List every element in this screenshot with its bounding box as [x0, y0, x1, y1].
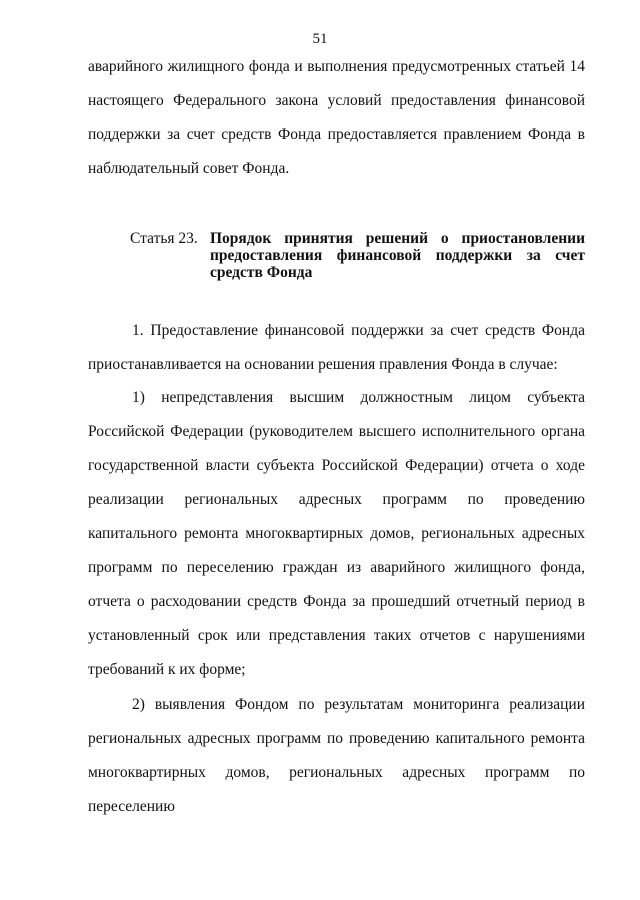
subparagraph-2: 2) выявления Фондом по результатам мониторинга реализации региональных адресных программ по проведению капитального ремонта многоквартирных домов, региональных адресных программ по переселению	[88, 696, 585, 815]
intro-paragraph: аварийного жилищного фонда и выполнения предусмотренных статьей 14 настоящего Федерального закона условий предоставления финансовой поддержки за счет средств Фонда предоставляется правлением Фонда в наблюдательный совет Фонда.	[88, 58, 585, 177]
paragraph-1: 1. Предоставление финансовой поддержки за счет средств Фонда приостанавливается на основании решения правления Фонда в случае:	[88, 322, 585, 373]
page-number: 51	[312, 31, 328, 47]
subparagraph-1: 1) непредставления высшим должностным лицом субъекта Российской Федерации (руководителем высшего исполнительного органа государственной власти субъекта Российской Федерации) отчета о ходе реализации региональных адресных программ по проведению капитального ремонта многоквартирных домов, региональных адресных программ по переселению граждан из аварийного жилищного фонда, отчета о расходовании средств Фонда за прошедший отчетный период в установленный срок или представления таких отчетов с нарушениями требований к их форме;	[88, 389, 585, 678]
article-number: Статья 23.	[130, 230, 198, 247]
article-title: Порядок принятия решений о приостановлении предоставления финансовой поддержки за счет средств Фонда	[210, 230, 585, 281]
